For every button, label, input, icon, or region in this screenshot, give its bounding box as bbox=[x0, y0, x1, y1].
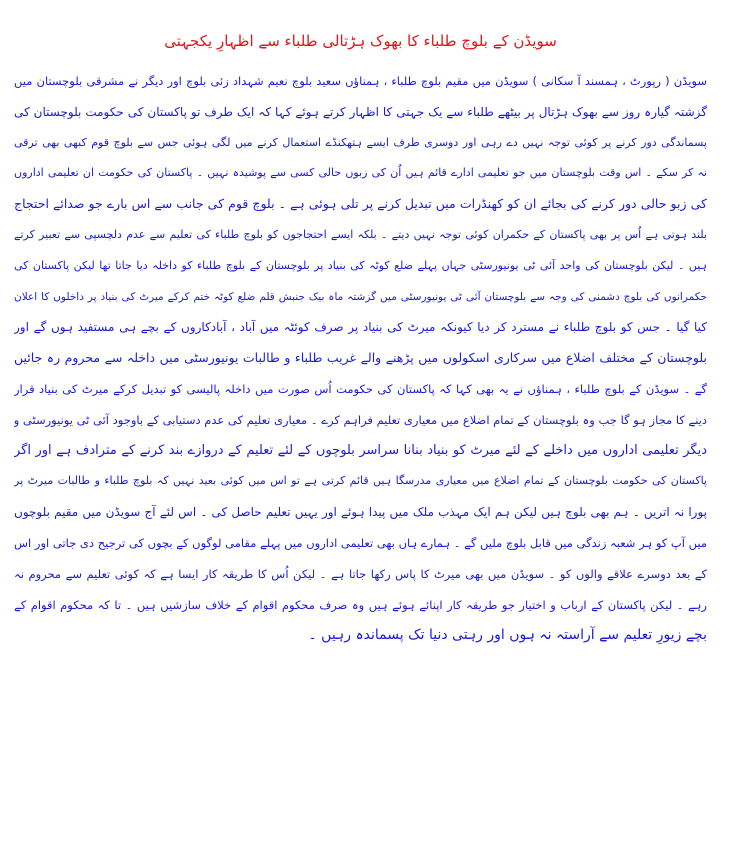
article-line: رہے ۔ لیکن پاکستان کے ارباب و اختیار جو طریقہ کار اپنائے ہوئے ہیں وہ صرف محکوم اقوام کے خلاف سازشیں ہیں ۔ تا کہ محکوم اقوام کے bbox=[14, 597, 707, 612]
article-line: بلند ہوتی ہے اُس پر بھی پاکستان کے حکمران کوئی توجہ نہیں دیتے ۔ بلکہ ایسے احتجاجوں کو بلوچ طلباء کی تعلیم سے عدم دلچسپی سے تعبیر کرتے bbox=[14, 227, 707, 241]
article-line: بلوچستان کے مختلف اضلاع میں سرکاری اسکولوں میں پڑھنے والے غریب طلباء و طالبات یونیورسٹی میں داخلہ سے محروم رہ جائیں bbox=[14, 350, 707, 366]
article-headline: سویڈن کے بلوچ طلباء کا بھوک ہڑتالی طلباء سے اظہارِ یکجہتی bbox=[164, 32, 557, 50]
article-line: دیگر تعلیمی اداروں میں داخلے کے لئے میرٹ کو بنیاد بنانا سراسر بلوچوں کے لئے تعلیم کے دروازے بند کرنے کے مترادف ہے اور اگر bbox=[14, 442, 707, 458]
article-line: پورا نہ اتریں ۔ ہم بھی بلوچ ہیں لیکن ہم ایک مہذب ملک میں پیدا ہوئے اور یہیں تعلیم حاصل کی ۔ اس لئے آج سویڈن میں مقیم بلوچوں bbox=[14, 505, 707, 520]
article-line: میں آپ کو ہر شعبہ زندگی میں قابل بلوچ ملیں گے ۔ ہمارے ہاں بھی تعلیمی اداروں میں پہلے مقامی لوگوں کے بچوں کی ترجیح دی جاتی اور اس bbox=[14, 535, 707, 550]
article-line: دینے کا مجاز ہو گا جب وہ بلوچستان کے تمام اضلاع میں معیاری تعلیم فراہم کرے ۔ معیاری تعلیم کی عدم دستیابی کے باوجود آئی ٹی یونیورسٹی و bbox=[14, 412, 707, 427]
article-line: گے ۔ سویڈن کے بلوچ طلباء ، ہمناؤں نے یہ بھی کہا کہ پاکستان کی حکومت اُس صورت میں داخلہ پالیسی کو تبدیل کرکے میرٹ کی بنیاد قرار bbox=[14, 381, 707, 396]
article-line: نہ کر سکے ۔ اس وقت بلوچستان میں جو تعلیمی ادارے قائم ہیں اُن کی زبوں حالی کسی سے پوشیدہ نہیں ۔ پاکستان کی حکومت ان تعلیمی اداروں bbox=[14, 166, 707, 180]
article-line: ہیں ۔ لیکن بلوچستان کی واحد آئی ٹی یونیورسٹی جہاں پہلے ضلع کوٹہ کی بنیاد پر بلوچستان کے بلوچ طلباء کو داخلہ دیا جاتا تھا لیکن پاکستان کی bbox=[14, 258, 707, 272]
article-line: کیا گیا ۔ جس کو بلوچ طلباء نے مسترد کر دیا کیونکہ میرٹ کی بنیاد پر صرف کوئٹہ میں آباد ، آبادکاروں کے بچے ہی مستفید ہوں گے اور bbox=[14, 320, 707, 335]
article-line: کی زبو حالی دور کرنے کی بجائے ان کو کھنڈرات میں تبدیل کرنے پر تلی ہوئی ہے ۔ بلوچ قوم کی جانب سے اس بارے جو صدائے احتجاج bbox=[14, 196, 707, 212]
article-body bbox=[14, 66, 707, 651]
article-line: پاکستان کی حکومت بلوچستان کے تمام اضلاع میں معیاری مدرسگا ہیں قائم کرتی ہے تو اس میں کوئی بعید نہیں کہ بلوچ طلباء و طالبات میرٹ پر bbox=[14, 474, 707, 488]
article-line: پسماندگی دور کرنے پر کوئی توجہ نہیں دے رہی اور دوسری طرف ایسے ہتھکنڈے استعمال کرنے میں لگی ہوئی جس سے بلوچ قوم کبھی بھی ترقی bbox=[14, 135, 707, 149]
article-line: گزشتہ گیارہ روز سے بھوک ہڑتال پر بیٹھے طلباء سے یک جہتی کا اظہار کرتے ہوئے کہا کہ ایک طرف تو پاکستان کی حکومت بلوچستان کی bbox=[14, 104, 707, 119]
article-line: حکمرانوں کی بلوچ دشمنی کی وجہ سے بلوچستان آئی ٹی یونیورسٹی میں گزشتہ ماہ بیک جنبش قلم ضلع کوٹہ ختم کرکے میرٹ کی بنیاد پر داخلوں کا اعلان bbox=[14, 290, 707, 303]
article-line: سویڈن ( رپورٹ ، ہمسند آ سکانی ) سویڈن میں مقیم بلوچ طلباء ، ہمناؤں سعید بلوچ نعیم شہداد زئی بلوچ اور دیگر نے مشرقی بلوچستان میں bbox=[14, 74, 707, 88]
article-line: کے بعد دوسرے علاقے والوں کو ۔ سویڈن میں بھی میرٹ کا پاس رکھا جاتا ہے ۔ لیکن اُس کا طریقہ کار ایسا ہے کہ کوئی تعلیم سے محروم نہ bbox=[14, 566, 707, 581]
article-line: بچے زیورِ تعلیم سے آراستہ نہ ہوں اور رہتی دنیا تک پسماندہ رہیں ۔ bbox=[308, 627, 707, 644]
